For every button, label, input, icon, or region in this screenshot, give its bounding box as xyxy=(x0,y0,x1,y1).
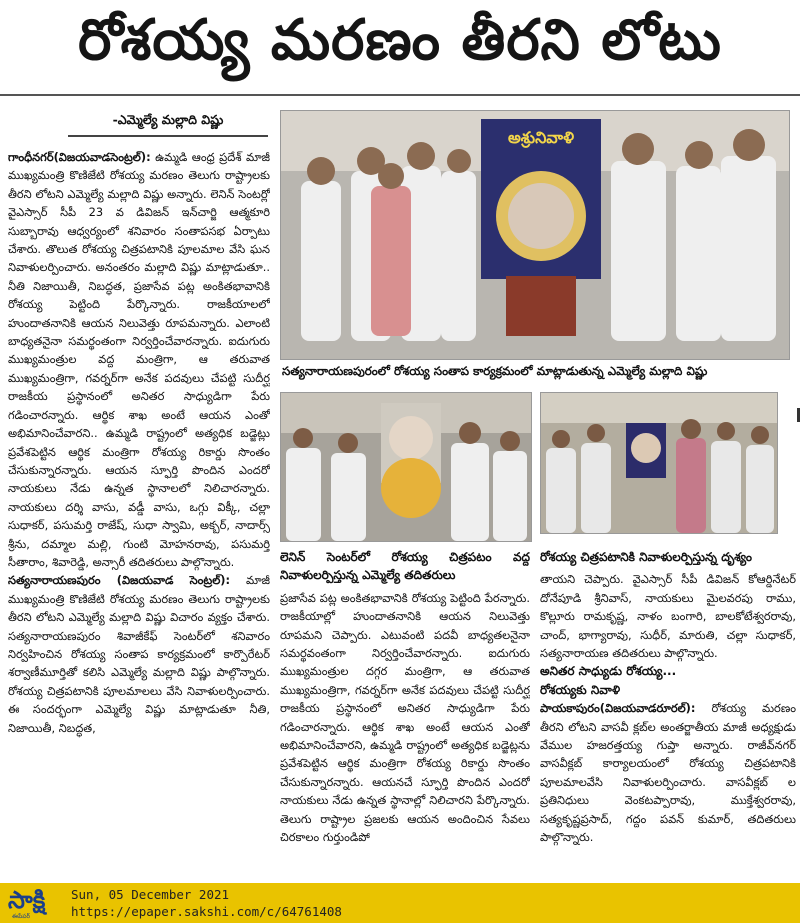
article-headline-bar xyxy=(0,0,800,96)
paragraph: మాజీ ముఖ్యమంత్రి కొణిజేటి రోశయ్య మరణం తెలుగు రాష్ట్రాలకు తీరని లోటని ఎమ్మెల్యే మల్లాది విష్ణు విచారం వ్యక్తం చేశారు. సత్యనారాయణపురం శివాజీకేఫ్ సెంటర్‌లో శనివారం నిర్వహించిన రోశయ్య సంతాప కార్యక్రమంలో కార్పొరేటర్ శర్వాణీమూర్తితో కలిసి ఎమ్మెల్యే మల్లాది విష్ణు పాల్గొన్నారు. రోశయ్య చిత్రపటానికి పూలమాలలు వేసి నివాళులర్పించారు. ఈ సందర్భంగా ఎమ్మెల్యే విష్ణు మాట్లాడుతూ నీతి, నిజాయితీ, నిబద్ధత, xyxy=(8,573,270,735)
photo-tribute xyxy=(540,392,778,534)
article-column-middle xyxy=(280,548,530,872)
epaper-link[interactable]: https://epaper.sakshi.com/c/64761408 xyxy=(71,904,342,919)
photo-condolence-meeting xyxy=(280,110,790,360)
photo-caption: లెనిన్ సెంటర్‌లో రోశయ్య చిత్రపటం వద్ద నివాళులర్పిస్తున్న ఎమ్మెల్యే తదితరులు xyxy=(280,550,530,583)
article-column-left xyxy=(8,148,270,872)
dateline: పాయకాపురం(విజయవాడరూరల్): xyxy=(540,701,696,716)
photo-caption: సత్యనారాయణపురంలో రోశయ్య సంతాప కార్యక్రమంలో మాట్లాడుతున్న ఎమ్మెల్యే మల్లాది విష్ణు xyxy=(282,364,708,378)
banner-text: అశ్రునివాళి xyxy=(507,128,575,147)
epaper-footer xyxy=(0,883,800,923)
sakshi-logo[interactable] xyxy=(4,886,62,920)
photo-caption: రోశయ్య చిత్రపటానికి నివాళులర్పిస్తున్న దృశ్యం xyxy=(540,550,752,564)
dateline: సత్యనారాయణపురం (విజయవాడ సెంట్రల్): xyxy=(8,573,231,588)
paragraph: ప్రజాసేవ పట్ల అంకితభావానికి రోశయ్య పెట్టింది పేరన్నారు. రాజకీయాల్లో హుందాతనానికి ఆయన నిలువెత్తు రూపమని చెప్పారు. ఎటువంటి పదవీ బాధ్యతలనైనా సమర్థవంతంగా నిర్వర్తించేవారన్నారు. ఐదుగురు ముఖ్యమంత్రుల దగ్గర మంత్రిగా, ఆ తరువాత ముఖ్యమంత్రిగా, గవర్నర్‌గా అనేక పదవులు చేపట్టి సుదీర్ఘ రాజకీయ ప్రస్థానంలో అనితర సాధ్యుడిగా పేరు గడించారన్నారు. ఆర్థిక శాఖ అంటే ఆయన ఎంతో అభిమానించేవారని, ఉమ్మడి రాష్ట్రంలో అత్యధిక బడ్జెట్లను ప్రవేశపెట్టిన ఆర్థిక మంత్రిగా రోశయ్య రికార్డు సొంతం చేసుకున్నారన్నారు. ఆయనచే స్ఫూర్తి పొందిన ఎందరో నాయకులు నేడు ఉన్నత స్థానాల్లో నిలిచారని పేర్కొన్నారు. తెలుగు రాష్ట్రాల ప్రజలకు ఆయన అందించిన సేవలు చిరకాలం గుర్తుండిపో xyxy=(280,590,530,845)
logo-text: సాక్షి xyxy=(8,886,46,914)
paragraph: తాయని చెప్పారు. వైఎస్సార్ సీపీ డివిజన్ కోఆర్డినేటర్ దోనేపూడి శ్రీనివాస్, నాయకులు మైలవరపు రాము, కొల్లూరు రామకృష్ణ, నాళం బంగారి, బాలకోటేశ్వరరావు, చాంద్, భాగ్యారావు, సుధీర్, మారుతి, చల్లా సుధాకర్, సత్యనారాయణ తదితరులు పాల్గొన్నారు. xyxy=(540,572,796,661)
paragraph: రోశయ్య మరణం తీరని లోటని వాసవీ క్లబ్‌ల అంతర్జాతీయ మాజీ అధ్యక్షుడు వేముల హజరత్తయ్య గుప్తా అన్నారు. రాజీవ్‌నగర్ వాసవీక్లబ్ కార్యాలయంలో రోశయ్య చిత్రపటానికి పూలమాలవేసి నివాళులర్పించారు. వాసవీక్లబ్ ల ప్రతినిధులు వెంకటప్పారావు, ముక్తేశ్వరరావు, సత్యకృష్ణప్రసాద్, గద్దం పవన్ కుమార్, తదితరులు పాల్గొన్నారు. xyxy=(540,701,796,845)
subheading: అనితర సాధ్యుడు రోశయ్య... xyxy=(540,664,677,679)
article-column-right xyxy=(540,548,796,872)
article-headline: రోశయ్య మరణం తీరని లోటు xyxy=(78,7,722,73)
photo-lenin-center xyxy=(280,392,532,542)
publication-date: Sun, 05 December 2021 xyxy=(71,887,230,902)
dateline: గాంధీనగర్(విజయవాడసెంట్రల్): xyxy=(8,150,151,164)
subheading: రోశయ్యకు నివాళి xyxy=(540,682,621,697)
logo-subtext: ఈపేపర్ xyxy=(12,913,31,920)
paragraph: ఉమ్మడి ఆంధ్ర ప్రదేశ్ మాజీ ముఖ్యమంత్రి కొణిజేటి రోశయ్య మరణం తెలుగు రాష్ట్రాలకు తీరని లోటని ఎమ్మెల్యే మల్లాది విష్ణు అన్నారు. లెనిన్ సెంటర్లో వైఎస్సార్ సీపీ 23 వ డివిజన్ ఇన్‌చార్జి ఆత్మకూరి సుబ్బారావు ఆధ్వర్యంలో శనివారం సంతాపసభ ఏర్పాటు చేశారు. తొలుత రోశయ్య చిత్రపటానికి పూలమాల వేసి ఘన నివాళులర్పించారు. అనంతరం మల్లాది విష్ణు మాట్లాడుతూ.. నీతి నిజాయితీ, నిబద్ధత, ప్రజాసేవ పట్ల అంకితభావానికి రోశయ్య పెట్టింది పేర్కొన్నారు. రాజకీయాలలో హుందాతనానికి ఆయన నిలువెత్తు రూపమన్నారు. ఎలాంటి బాధ్యతనైనా సమర్థంతంగా నిర్వర్తించేవారన్నారు. ఐదుగురు ముఖ్యమంత్రుల వద్ద మంత్రిగా, ఆ తరువాత ముఖ్యమంత్రిగా, గవర్నర్‌గా అనేక పదవులు చేపట్టి సుదీర్ఘ రాజకీయ ప్రస్థానంలో అనితర సాధ్యుడిగా పేరు గడించారన్నారు. ఆర్థిక శాఖ అంటే ఆయన ఎంతో అభిమానించేవారని.. ఉమ్మడి రాష్ట్రంలో అత్యధిక బడ్జెట్లు ప్రవేశపెట్టిన ఆర్థిక మంత్రిగా రోశయ్య రికార్డు సొంతం చేసుకున్నారన్నారు. ఆయన స్ఫూర్తి పొందిన ఎందరో నాయకులు నేడు ఉన్నత స్థానాలలో నిలిచారన్నారు. నాయకులు దర్శి వాసు, వడ్డీ వాసు, ఒగ్గు విక్కీ, చల్లా సుధాకర్, పసుమర్తి రాజేష్, సుధా స్వామి, అక్బర్, నాదార్స్ శ్రీను, దమ్మాల మల్లి, గుంటి మోహనరావు, పసుమర్తి సీతారాం, శివారెడ్డి, అన్సారీ తదితరులు పాల్గొన్నారు. xyxy=(8,150,270,569)
byline: -ఎమ్మెల్యే మల్లాది విష్ణు xyxy=(68,112,268,137)
